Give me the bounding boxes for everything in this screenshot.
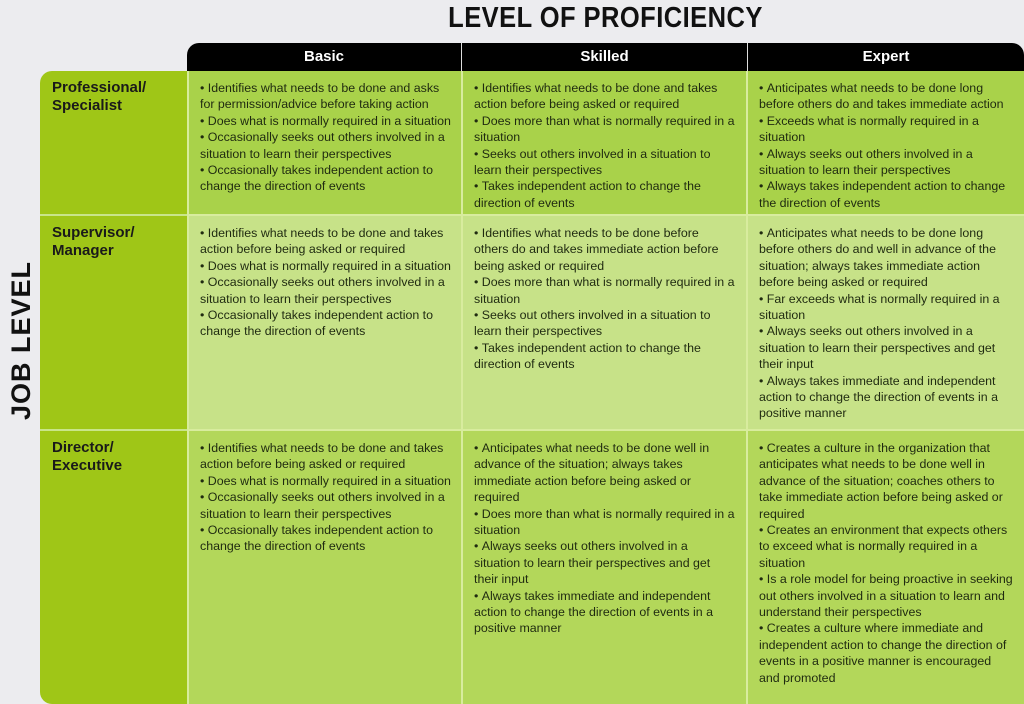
row-label-professional-specialist — [40, 71, 187, 216]
bullet-item: • Always seeks out others involved in a situation to learn their perspectives — [759, 146, 1014, 179]
bullet-item: • Identifies what needs to be done and takes action before being asked or required — [200, 225, 451, 258]
bullet-item: • Does more than what is normally required in a situation — [474, 274, 736, 307]
bullet-item: • Identifies what needs to be done before others do and takes immediate action before being asked or required — [474, 225, 736, 274]
row-label-director-executive — [40, 431, 187, 704]
row-label-line: Supervisor/ — [52, 224, 135, 241]
bullet-item: • Far exceeds what is normally required in a situation — [759, 291, 1014, 324]
bullet-item: • Occasionally seeks out others involved in a situation to learn their perspectives — [200, 129, 451, 162]
bullet-item: • Occasionally takes independent action to change the direction of events — [200, 522, 451, 555]
column-header-expert: Expert — [747, 43, 1024, 71]
job-level-axis-title — [2, 240, 42, 440]
bullet-item: • Creates an environment that expects others to exceed what is normally required in a situation — [759, 522, 1014, 571]
bullet-item: • Creates a culture where immediate and independent action to change the direction of events in a positive manner is encouraged and promoted — [759, 620, 1014, 686]
column-header-basic: Basic — [303, 48, 345, 65]
bullet-item: • Seeks out others involved in a situation to learn their perspectives — [474, 307, 736, 340]
bullet-item: • Occasionally seeks out others involved in a situation to learn their perspectives — [200, 489, 451, 522]
bullet-item: • Occasionally takes independent action to change the direction of events — [200, 307, 451, 340]
job-level-axis-label: JOB LEVEL — [6, 260, 37, 420]
bullet-item: • Exceeds what is normally required in a situation — [759, 113, 1014, 146]
bullet-item: • Is a role model for being proactive in seeking out others involved in a situation to learn and understand their perspectives — [759, 571, 1014, 620]
bullet-item: • Identifies what needs to be done and takes action before being asked or required — [200, 440, 451, 473]
matrix-cell — [187, 431, 461, 704]
row-label-line: Director/ — [52, 439, 114, 456]
row-label-supervisor-manager — [40, 216, 187, 431]
bullet-item: • Creates a culture in the organization that anticipates what needs to be done well in advance of the situation; coaches others to take immediate action before being asked or required — [759, 440, 1014, 522]
bullet-item: • Occasionally seeks out others involved in a situation to learn their perspectives — [200, 274, 451, 307]
bullet-item: • Identifies what needs to be done and takes action before being asked or required — [474, 80, 736, 113]
column-header-row — [187, 43, 1024, 71]
bullet-item: • Does more than what is normally required in a situation — [474, 113, 736, 146]
bullet-item: • Anticipates what needs to be done long before others do and well in advance of the situation; always takes immediate action before being asked or required — [759, 225, 1014, 291]
row-label-line: Professional/ — [52, 79, 147, 96]
row-label-line: Manager — [52, 242, 114, 259]
matrix-cell — [746, 216, 1024, 431]
bullet-item: • Occasionally takes independent action to change the direction of events — [200, 162, 451, 195]
matrix-cell — [461, 431, 746, 704]
matrix-cell — [187, 71, 461, 216]
bullet-item: • Does what is normally required in a situation — [200, 258, 451, 274]
bullet-item: • Always seeks out others involved in a situation to learn their perspectives and get their input — [474, 538, 736, 587]
bullet-item: • Takes independent action to change the direction of events — [474, 178, 736, 211]
bullet-item: • Takes independent action to change the direction of events — [474, 340, 736, 373]
bullet-item: • Always takes independent action to change the direction of events — [759, 178, 1014, 211]
bullet-item: • Does what is normally required in a situation — [200, 113, 451, 129]
bullet-item: • Does what is normally required in a situation — [200, 473, 451, 489]
bullet-item: • Anticipates what needs to be done long before others do and takes immediate action — [759, 80, 1014, 113]
bullet-item: • Anticipates what needs to be done well in advance of the situation; always takes immediate action before being asked or required — [474, 440, 736, 506]
proficiency-axis-title: LEVEL OF PROFICIENCY — [448, 2, 763, 34]
matrix-cell — [746, 71, 1024, 216]
proficiency-matrix — [40, 71, 1024, 704]
column-header-skilled: Skilled — [461, 43, 747, 71]
bullet-item: • Always takes immediate and independent action to change the direction of events in a positive manner — [474, 588, 736, 637]
bullet-item: • Does more than what is normally required in a situation — [474, 506, 736, 539]
bullet-item: • Always takes immediate and independent action to change the direction of events in a positive manner — [759, 373, 1014, 422]
row-label-line: Specialist — [52, 97, 123, 114]
matrix-cell — [746, 431, 1024, 704]
matrix-cell — [187, 216, 461, 431]
bullet-item: • Seeks out others involved in a situation to learn their perspectives — [474, 146, 736, 179]
row-label-line: Executive — [52, 457, 123, 474]
matrix-cell — [461, 71, 746, 216]
bullet-item: • Identifies what needs to be done and asks for permission/advice before taking action — [200, 80, 451, 113]
matrix-cell — [461, 216, 746, 431]
bullet-item: • Always seeks out others involved in a situation to learn their perspectives and get their input — [759, 323, 1014, 372]
